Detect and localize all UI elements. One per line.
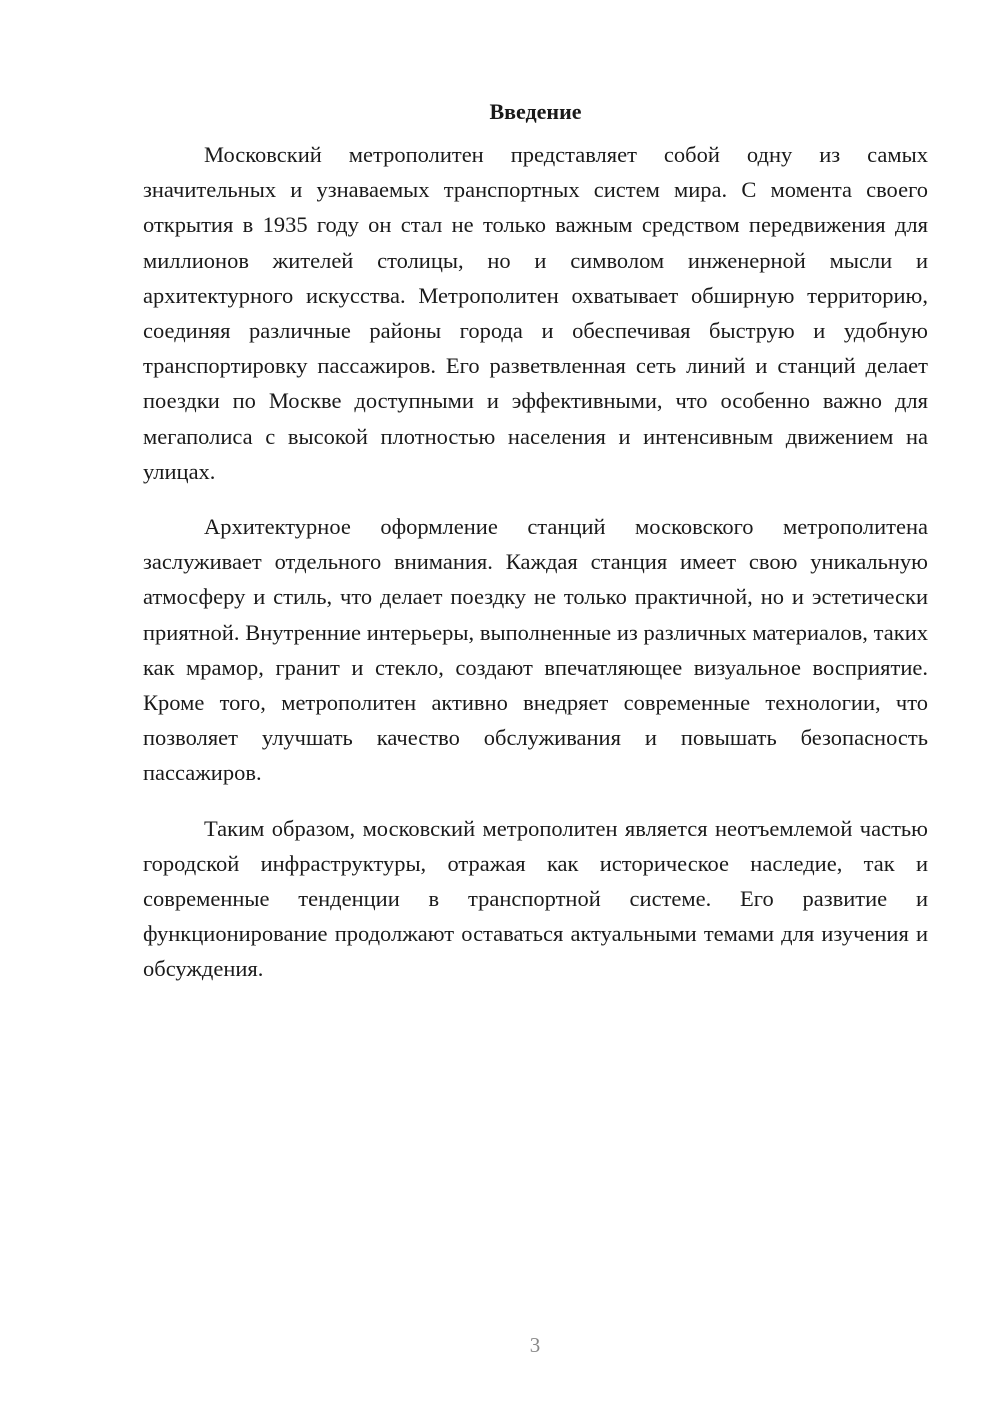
section-heading: Введение	[489, 99, 582, 124]
paragraph-conclusion: Таким образом, московский метрополитен является неотъемлемой частью городской инфраструктуры, отражая как историческое наследие, так и современные тенденции в транспортной системе. Его развитие и функционирование продолжают оставаться актуальными темами для изучения и обсуждения.	[143, 815, 928, 982]
document-body	[143, 95, 928, 1007]
paragraph-architecture: Архитектурное оформление станций московского метрополитена заслуживает отдельного внимания. Каждая станция имеет свою уникальную атмосферу и стиль, что делает поездку не только практичной, но и эстетически приятной. Внутренние интерьеры, выполненные из различных материалов, таких как мрамор, гранит и стекло, создают впечатляющее визуальное восприятие. Кроме того, метрополитен активно внедряет современные технологии, что позволяет улучшать качество обслуживания и повышать безопасность пассажиров.	[143, 514, 928, 786]
paragraph-intro: Московский метрополитен представляет собой одну из самых значительных и узнаваемых транспортных систем мира. С момента своего открытия в 1935 году он стал не только важным средством передвижения для миллионов жителей столицы, но и символом инженерной мысли и архитектурного искусства. Метрополитен охватывает обширную территорию, соединяя различные районы города и обеспечивая быструю и удобную транспортировку пассажиров. Его разветвленная сеть линий и станций делает поездки по Москве доступными и эффективными, что особенно важно для мегаполиса с высокой плотностью населения и интенсивным движением на улицах.	[143, 142, 928, 484]
page-number: 3	[529, 1333, 541, 1357]
